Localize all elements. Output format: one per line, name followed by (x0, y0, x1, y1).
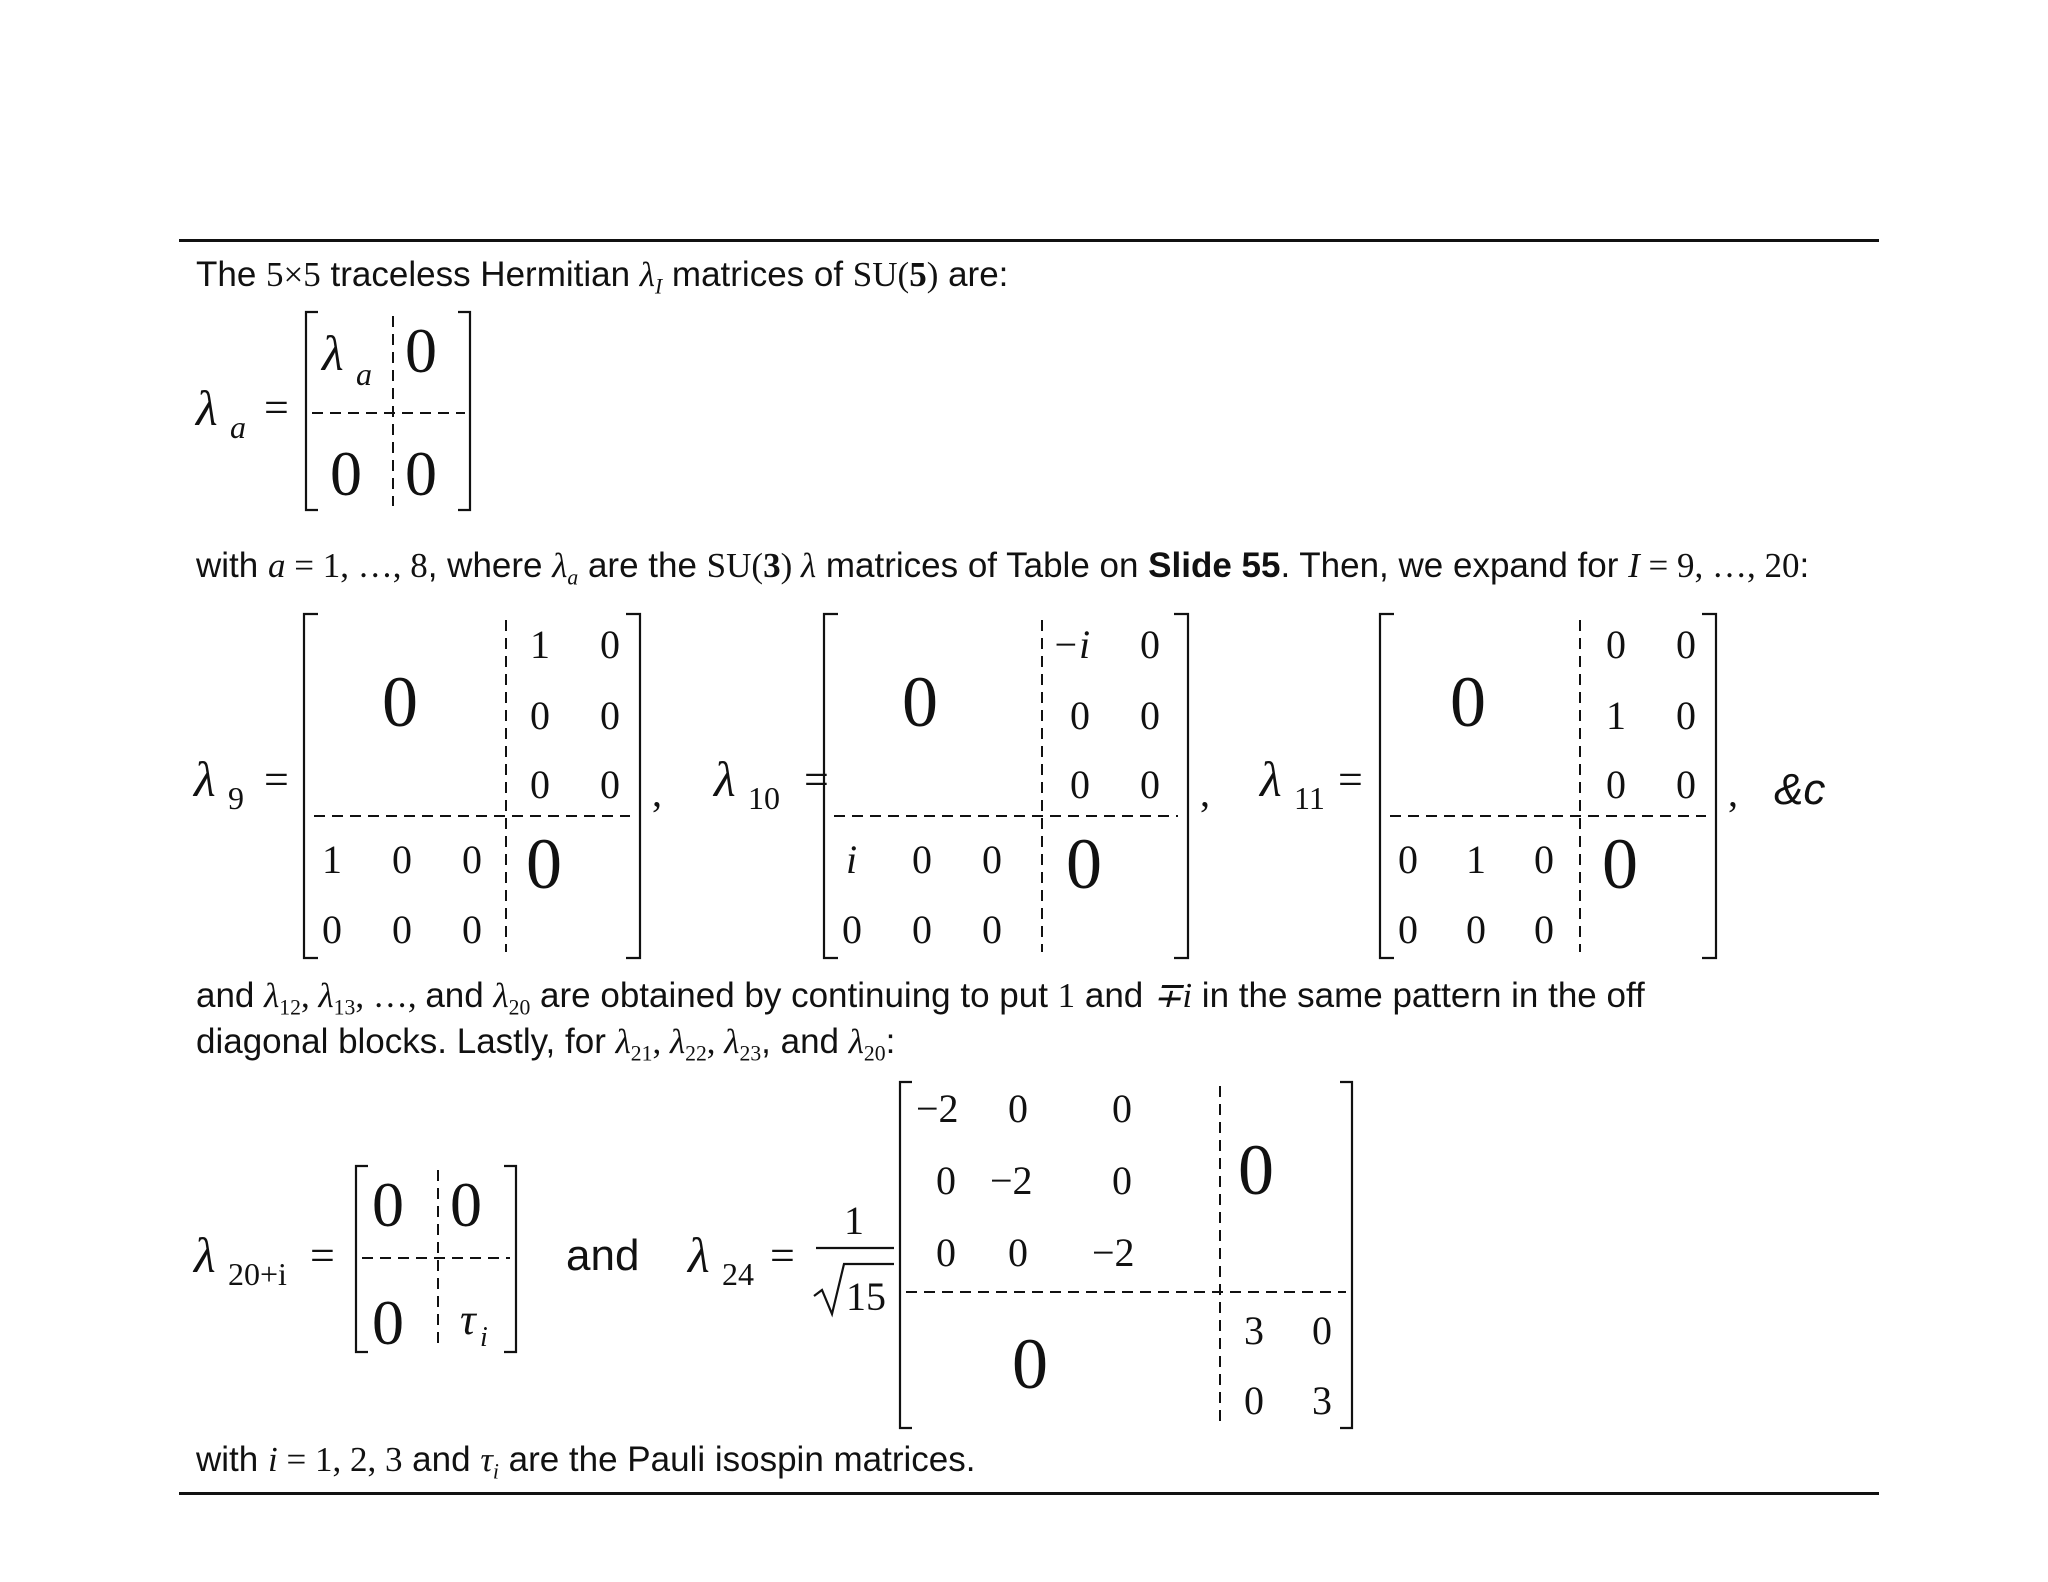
et-cetera: &c (1774, 765, 1826, 814)
matrix-entry: −2 (990, 1158, 1033, 1203)
matrix-entry: −i (1052, 622, 1091, 667)
matrix-entry: −2 (1092, 1230, 1135, 1275)
right-bracket (1702, 614, 1716, 958)
block-zero: 0 (1238, 1130, 1274, 1210)
matrix-entry: 0 (600, 762, 620, 807)
matrix-entry: 0 (530, 693, 550, 738)
comma: , (1200, 770, 1210, 815)
matrix-entry: −2 (916, 1086, 959, 1131)
lambda-a-lhs-symbol: λ (196, 380, 218, 436)
matrix-entry: 0 (1008, 1086, 1028, 1131)
matrix-entry: 0 (1398, 837, 1418, 882)
right-bracket (1174, 614, 1188, 958)
block-lambda-subscript: a (356, 356, 372, 392)
lambda-11-subscript: 11 (1294, 780, 1325, 816)
matrix-entry: 0 (1534, 837, 1554, 882)
matrix-entry: 0 (842, 907, 862, 952)
block-zero: 0 (405, 438, 437, 509)
matrix-entry: 3 (1244, 1308, 1264, 1353)
matrix-entry: 0 (462, 907, 482, 952)
matrix-entry: 0 (1606, 762, 1626, 807)
intro-line: The 5×5 traceless Hermitian $\lambda_I$ matrices of SU(5) are: (196, 255, 1009, 299)
comma: , (1728, 770, 1738, 815)
lambda-11-matrix (1258, 614, 1738, 958)
block-zero: 0 (372, 1287, 404, 1358)
block-zero: 0 (330, 438, 362, 509)
matrix-entry: 0 (936, 1158, 956, 1203)
matrix-entry: 0 (1312, 1308, 1332, 1353)
matrix-entry: 0 (1070, 693, 1090, 738)
matrix-entry: i (846, 837, 858, 882)
equals-sign: = (804, 755, 829, 804)
matrix-entry: 0 (936, 1230, 956, 1275)
comma: , (652, 770, 662, 815)
lambda-24-matrix (686, 1082, 1352, 1428)
lambda-11-symbol: λ (1260, 751, 1282, 807)
block-zero: 0 (382, 662, 418, 742)
lastly-line: diagonal blocks. Lastly, for $\lambda_{21}$, $\lambda_{22}$, $\lambda_{23}$, and $\lambda_{20}$: (196, 1022, 896, 1066)
matrix-entry: 0 (982, 837, 1002, 882)
tau-symbol: τ (460, 1295, 476, 1344)
lambda-9-symbol: λ (194, 751, 216, 807)
matrix-entry: 0 (1534, 907, 1554, 952)
matrix-entry: 1 (1466, 837, 1486, 882)
matrix-entry: 0 (1112, 1158, 1132, 1203)
lambda-10-subscript: 10 (748, 780, 780, 816)
matrix-entry: 0 (1398, 907, 1418, 952)
matrix-entry: 1 (322, 837, 342, 882)
left-bracket (306, 312, 318, 510)
matrix-entry: 0 (392, 837, 412, 882)
lambda-9-subscript: 9 (228, 780, 244, 816)
equals-sign: = (310, 1231, 335, 1280)
matrix-entry: 0 (912, 837, 932, 882)
lambda-symbol: λ (688, 1227, 710, 1283)
left-bracket (1380, 614, 1394, 958)
tau-subscript: i (480, 1322, 488, 1353)
right-bracket (1340, 1082, 1352, 1428)
right-bracket (458, 312, 470, 510)
lambda-20-plus-i-and-lambda-24-equations (190, 1074, 1390, 1444)
and-word: and (566, 1231, 640, 1280)
left-bracket (900, 1082, 912, 1428)
lambda-10-matrix (712, 614, 1210, 958)
top-rule (179, 239, 1879, 242)
continuation-line: and $\lambda_{12}$, $\lambda_{13}$, …, and $\lambda_{20}$ are obtained by continuing to put 1 and ∓i in the same pattern in the off (196, 976, 1645, 1020)
bottom-rule (179, 1492, 1879, 1495)
matrix-entry: 0 (1244, 1378, 1264, 1423)
matrix-entry: 0 (1676, 693, 1696, 738)
block-zero: 0 (405, 315, 437, 386)
block-zero: 0 (1066, 824, 1102, 904)
block-zero: 0 (450, 1169, 482, 1240)
block-zero: 0 (372, 1169, 404, 1240)
lambda-subscript: 24 (722, 1256, 754, 1292)
expansion-line: with a = 1, …, 8, where $\lambda_a$ are the SU(3) λ matrices of Table on Slide 55. Then, we expand for I = 9, …, 20: (196, 546, 1810, 590)
lambda-10-symbol: λ (714, 751, 736, 807)
block-zero: 0 (1602, 824, 1638, 904)
fraction-numerator: 1 (844, 1198, 864, 1243)
matrix-entry: 0 (1008, 1230, 1028, 1275)
matrix-entry: 0 (1606, 622, 1626, 667)
block-zero: 0 (1012, 1324, 1048, 1404)
equals-sign: = (1338, 755, 1363, 804)
matrix-entry: 0 (322, 907, 342, 952)
matrix-entry: 0 (1676, 622, 1696, 667)
matrix-entry: 1 (530, 622, 550, 667)
lambda-a-matrix-equation (190, 300, 510, 520)
left-bracket (304, 614, 318, 958)
equals-sign: = (264, 755, 289, 804)
matrix-entry: 0 (1112, 1086, 1132, 1131)
fraction-denominator: 15 (846, 1274, 886, 1319)
matrix-entry: 0 (982, 907, 1002, 952)
matrix-entry: 0 (462, 837, 482, 882)
matrix-entry: 0 (530, 762, 550, 807)
lambda-9-10-11-equations (186, 606, 1886, 966)
equals-sign: = (264, 383, 289, 432)
matrix-entry: 0 (1140, 762, 1160, 807)
closing-line: with i = 1, 2, 3 and $\tau_i$ are the Pauli isospin matrices. (196, 1440, 976, 1484)
matrix-entry: 0 (1140, 693, 1160, 738)
matrix-entry: 0 (1466, 907, 1486, 952)
block-zero: 0 (1450, 662, 1486, 742)
block-zero: 0 (902, 662, 938, 742)
matrix-entry: 0 (392, 907, 412, 952)
matrix-entry: 0 (1140, 622, 1160, 667)
block-zero: 0 (526, 824, 562, 904)
matrix-entry: 3 (1312, 1378, 1332, 1423)
matrix-entry: 0 (912, 907, 932, 952)
block-lambda-symbol: λ (322, 325, 344, 381)
matrix-entry: 1 (1606, 693, 1626, 738)
matrix-entry: 0 (600, 693, 620, 738)
lambda-a-lhs-subscript: a (230, 409, 246, 445)
lambda-symbol: λ (194, 1227, 216, 1283)
lambda-9-matrix (192, 614, 662, 958)
lambda-20-plus-i-matrix (192, 1166, 516, 1358)
matrix-entry: 0 (1070, 762, 1090, 807)
equals-sign: = (770, 1231, 795, 1280)
matrix-entry: 0 (600, 622, 620, 667)
lambda-subscript: 20+i (228, 1256, 287, 1292)
right-bracket (626, 614, 640, 958)
matrix-entry: 0 (1676, 762, 1696, 807)
